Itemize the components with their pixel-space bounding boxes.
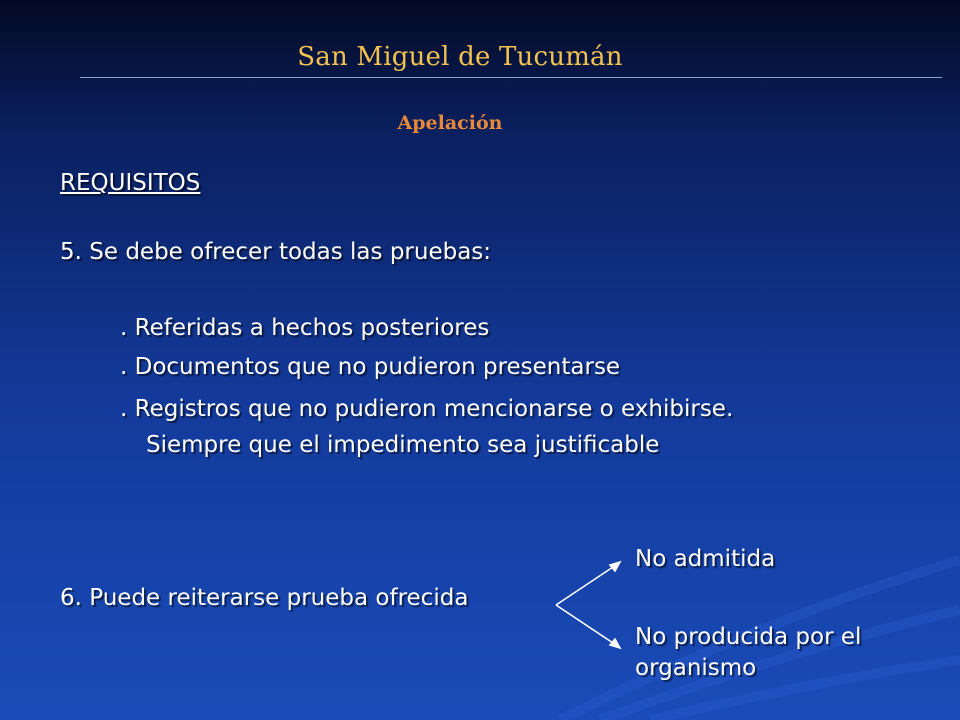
requirement-item-6: 6. Puede reiterarse prueba ofrecida: [60, 585, 469, 611]
requirement-item-5: 5. Se debe ofrecer todas las pruebas:: [60, 239, 492, 265]
branch-arrows: [550, 555, 630, 665]
title-divider: [80, 77, 942, 78]
bullet-item-continuation: Siempre que el impedimento sea justificable: [146, 432, 660, 458]
bullet-item: . Documentos que no pudieron presentarse: [120, 354, 621, 380]
arrow-down-line: [556, 605, 616, 645]
arrow-up-line: [556, 565, 616, 605]
section-heading: REQUISITOS: [60, 170, 201, 196]
slide-title: San Miguel de Tucumán: [297, 42, 623, 72]
option-not-admitted: No admitida: [635, 546, 776, 572]
arrow-down-head: [610, 639, 620, 648]
bullet-item: . Referidas a hechos posteriores: [120, 315, 490, 341]
arrow-up-head: [610, 562, 620, 571]
bullet-item: . Registros que no pudieron mencionarse o exhibirse.: [120, 396, 734, 422]
option-not-produced: No producida por el organismo: [635, 624, 862, 681]
slide-subtitle: Apelación: [397, 112, 503, 134]
